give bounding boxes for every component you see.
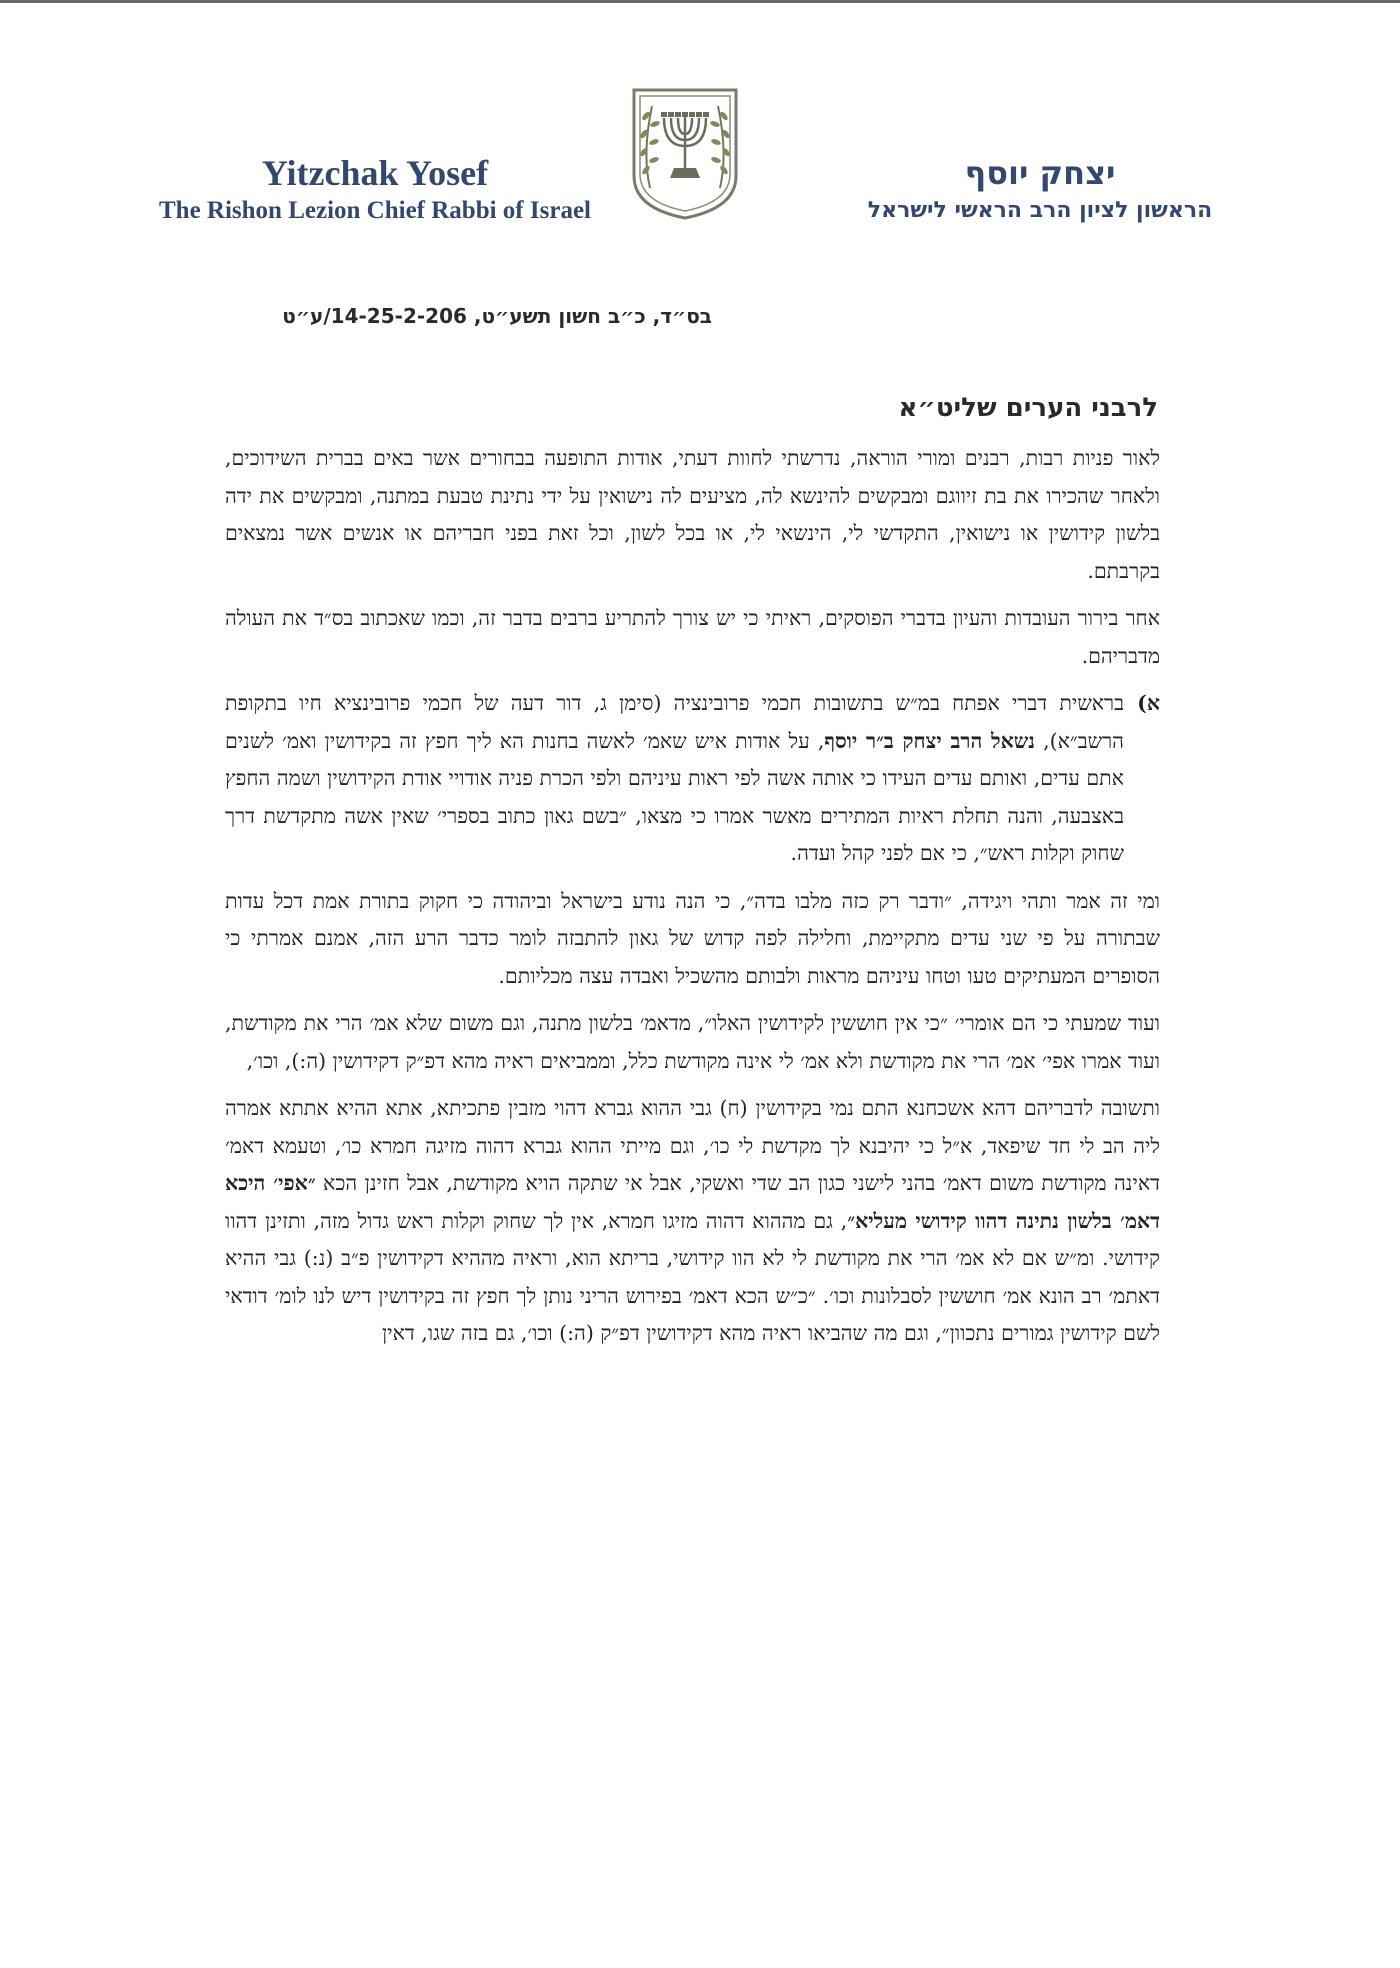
menorah-emblem-icon: [626, 84, 744, 222]
english-name: Yitzchak Yosef: [261, 153, 489, 193]
english-letterhead: [140, 152, 610, 226]
paragraph-marker: א): [1137, 691, 1160, 715]
paragraph-bold-text: נשאל הרב יצחק ב״ר יוסף: [824, 728, 1035, 753]
paragraph-text: בראשית דברי אפתח במ״ש בתשובות חכמי פרובינציה (סימן ג, דור דעה של חכמי פרובינציא חיו בתקופת הרשב״א),: [225, 691, 1124, 753]
addressee: לרבני הערים שליט״א: [898, 393, 1158, 423]
body-paragraph: ומי זה אמר ותהי ויגידה, ״ודבר רק כזה מלבו בדה״, כי הנה נודע בישראל וביהודה כי חקוק בתורת אמת דכל עדות שבתורה על פי שני עדים מתקיימת, וחלילה לפה קדוש של גאון להתבזה לומר כדבר הרע הזה, אמנם אמרתי כי הסופרים המעתיקים טעו וטחו עיניהם מראות ולבותם מהשכיל ואבדה עצה מכליותם.: [225, 888, 1160, 988]
letter-body: [225, 440, 1160, 1363]
hebrew-letterhead: [830, 152, 1250, 226]
body-paragraph: אחר בירור העובדות והעיון בדברי הפוסקים, ראיתי כי יש צורך להתריע ברבים בדבר זה, וכמו שאכתוב בס״ד את העולה מדבריהם.: [225, 606, 1160, 668]
hebrew-title: הראשון לציון הרב הראשי לישראל: [867, 198, 1213, 223]
reference-line: בס״ד, כ״ב חשון תשע״ט, 14-25-2-206/ע״ט: [282, 304, 712, 328]
paragraph-text: , על אודות איש שאמ׳ לאשה בחנות הא ליך חפץ זה בקידושין ואמ׳ לשנים אתם עדים, ואותם עדים העידו כי אותה אשה לפי ראות עיניהם ולפי הכרת פניה אודויי אודת הקידושין ושמה החפץ באצבעה, והנה תחלת ראיות המתירים מאשר אמרו כי מצאו, ״בשם גאון כתוב בספרי׳ שאין אשה מתקדשת דרך שחוק וקלות ראש״, כי אם לפני קהל ועדה.: [225, 728, 1124, 865]
body-paragraph-last: [225, 1090, 1160, 1353]
english-title: The Rishon Lezion Chief Rabbi of Israel: [159, 197, 591, 224]
paragraph-bold-text: ״אפי׳ היכא דאמ׳ בלשון נתינה דהוו קידושי מעליא״: [225, 1171, 1161, 1233]
hebrew-name: יצחק יוסף: [964, 154, 1116, 192]
body-paragraph-a: [225, 685, 1160, 873]
body-paragraph: ועוד שמעתי כי הם אומרי׳ ״כי אין חוששין לקידושין האלו״, מדאמ׳ בלשון מתנה, וגם משום שלא אמ׳ הרי את מקודשת, ועוד אמרו אפי׳ אמ׳ הרי את מקודשת ולא אמ׳ לי אינה מקודשת כלל, וממביאים ראיה מהא דפ״ק דקידושין (ה:), וכו׳,: [225, 1011, 1160, 1073]
body-paragraph: לאור פניות רבות, רבנים ומורי הוראה, נדרשתי לחוות דעתי, אודות התופעה בבחורים אשר באים בברית השידוכים, ולאחר שהכירו את בת זיווגם ומבקשים להינשא לה, מציעים לה נישואין על ידי נתינת טבעת במתנה, ומבקשים את ידה בלשון קידושין או נישואין, התקדשי לי, הינשאי לי, או בכל לשון, וכל זאת בפני חבריהם או אנשים אשר נמצאים בקרבתם.: [225, 446, 1160, 583]
paragraph-text: , גם מההוא דהוה מזיגו חמרא, אין לך שחוק וקלות ראש גדול מזה, ותזינן דהוו קידושי. ומ״ש אם לא אמ׳ הרי את מקודשת לי לא הוו קידושי, בריתא הוא, וראיה מההיא דקידושין פ״ב (נ:) גבי ההיא דאתמ׳ רב הונא אמ׳ חוששין לסבלונות וכו׳. ״כ״ש הכא דאמ׳ בפירוש הריני נותן לך חפץ זה בקידושין דיש לנו לומ׳ דודאי לשם קידושין גמורים נתכוון״, וגם מה שהביאו ראיה מהא דקידושין דפ״ק (ה:) וכו׳, גם בזה שגו, דאין: [225, 1208, 1160, 1345]
paragraph-text: ותשובה לדבריהם דהא אשכחנא התם נמי בקידושין (ח) גבי ההוא גברא דהוי מזבין פתכיתא, אתא ההיא אתתא אמרה ליה הב לי חד שיפאד, א״ל כי יהיבנא לך מקדשת לי כו׳, וגם מייתי ההוא גברא דהוה מזיגה חמרא כו׳, וטעמא דאמ׳ דאינה מקודשת משום דאמ׳ בהני לישני כגון הב שדי ואשקי, אבל אי שתקה הויא מקודשת, אבל חזינן הכא: [225, 1096, 1160, 1195]
